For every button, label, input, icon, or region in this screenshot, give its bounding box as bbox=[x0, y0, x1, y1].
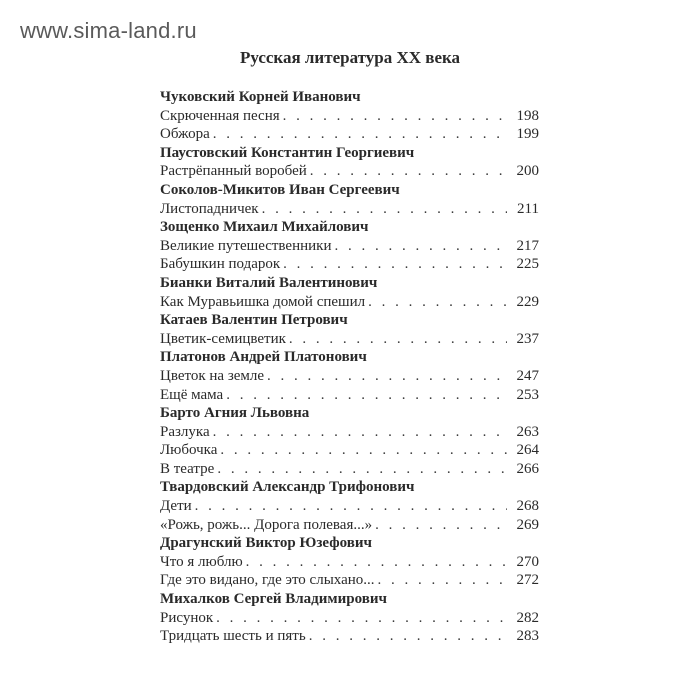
dot-leader bbox=[262, 200, 507, 219]
toc-entry-page: 253 bbox=[516, 386, 539, 403]
toc-entry-page: 263 bbox=[516, 423, 539, 440]
toc-entry-title: Цветик-семицветик bbox=[160, 330, 286, 347]
toc-entry bbox=[160, 516, 539, 535]
toc-entry-page: 247 bbox=[516, 367, 539, 384]
toc-entry-page: 269 bbox=[516, 516, 539, 533]
toc-entry bbox=[160, 423, 539, 442]
toc-entry bbox=[160, 441, 539, 460]
toc-author: Михалков Сергей Владимирович bbox=[160, 591, 387, 608]
toc-author: Драгунский Виктор Юзефович bbox=[160, 535, 372, 552]
dot-leader bbox=[310, 162, 507, 181]
toc-entry bbox=[160, 553, 539, 572]
dot-leader bbox=[378, 571, 507, 590]
toc-entry-page: 198 bbox=[516, 107, 539, 124]
toc-entry bbox=[160, 107, 539, 126]
toc-entry bbox=[160, 627, 539, 646]
dot-leader bbox=[216, 609, 507, 628]
dot-leader bbox=[375, 516, 507, 535]
toc-entry bbox=[160, 200, 539, 219]
toc-entry-title: Что я люблю bbox=[160, 553, 243, 570]
toc-entry bbox=[160, 162, 539, 181]
toc-author: Катаев Валентин Петрович bbox=[160, 312, 348, 329]
toc-author: Чуковский Корней Иванович bbox=[160, 89, 361, 105]
dot-leader bbox=[283, 255, 507, 274]
toc-entry bbox=[160, 386, 539, 405]
toc-entry-page: 283 bbox=[516, 628, 539, 645]
dot-leader bbox=[334, 237, 507, 256]
toc-entry-title: Где это видано, где это слыхано... bbox=[160, 572, 375, 589]
toc-entry-title: «Рожь, рожь... Дорога полевая...» bbox=[160, 516, 373, 533]
dot-leader bbox=[283, 107, 507, 126]
toc-entry bbox=[160, 293, 539, 312]
toc-entry-page: 200 bbox=[516, 163, 539, 180]
toc-entry-page: 211 bbox=[517, 200, 539, 217]
toc-entry-title: В театре bbox=[160, 460, 215, 477]
toc-entry-page: 264 bbox=[516, 442, 539, 459]
toc-entry-title: Разлука bbox=[160, 423, 210, 440]
toc-entry-page: 225 bbox=[516, 256, 539, 273]
dot-leader bbox=[217, 460, 507, 479]
toc-entry bbox=[160, 255, 539, 274]
toc-entry bbox=[160, 497, 539, 516]
toc-entry-title: Цветок на земле bbox=[160, 367, 265, 384]
toc-author: Паустовский Константин Георгиевич bbox=[160, 144, 415, 161]
toc-entry-title: Тридцать шесть и пять bbox=[160, 628, 306, 645]
toc-entry-page: 266 bbox=[516, 460, 539, 477]
dot-leader bbox=[289, 330, 507, 349]
toc-entry-page: 229 bbox=[516, 293, 539, 310]
toc-entry-title: Растрёпанный воробей bbox=[160, 163, 307, 180]
dot-leader bbox=[309, 627, 507, 646]
toc-author: Твардовский Александр Трифонович bbox=[160, 479, 415, 496]
dot-leader bbox=[246, 553, 507, 572]
dot-leader bbox=[213, 423, 507, 442]
toc-author: Бианки Виталий Валентинович bbox=[160, 274, 378, 291]
dot-leader bbox=[213, 125, 507, 144]
section-heading: Русская литература XX века bbox=[239, 48, 461, 67]
toc-entry-title: Великие путешественники bbox=[160, 237, 332, 254]
dot-leader bbox=[368, 293, 507, 312]
toc-entry bbox=[160, 330, 539, 349]
toc-entry bbox=[160, 237, 539, 256]
toc-entry-title: Как Муравьишка домой спешил bbox=[160, 293, 366, 310]
toc-entry-page: 237 bbox=[516, 330, 539, 347]
toc-author: Барто Агния Львовна bbox=[160, 405, 310, 422]
toc-entry-title: Листопадничек bbox=[160, 200, 259, 217]
toc-entry bbox=[160, 571, 539, 590]
toc-entry bbox=[160, 367, 539, 386]
toc-entry-title: Дети bbox=[160, 498, 192, 515]
table-of-contents bbox=[160, 88, 539, 646]
toc-entry-title: Ещё мама bbox=[160, 386, 224, 403]
toc-entry bbox=[160, 460, 539, 479]
toc-entry bbox=[160, 125, 539, 144]
toc-entry-title: Скрюченная песня bbox=[160, 107, 280, 124]
toc-entry bbox=[160, 609, 539, 628]
toc-entry-page: 282 bbox=[516, 609, 539, 626]
toc-entry-page: 199 bbox=[516, 126, 539, 143]
dot-leader bbox=[220, 441, 507, 460]
toc-entry-page: 272 bbox=[516, 572, 539, 589]
dot-leader bbox=[226, 386, 507, 405]
toc-entry-page: 270 bbox=[516, 553, 539, 570]
toc-author: Зощенко Михаил Михайлович bbox=[160, 219, 369, 236]
watermark-url: www.sima-land.ru bbox=[20, 18, 197, 43]
dot-leader bbox=[195, 497, 507, 516]
toc-entry-title: Обжора bbox=[160, 126, 210, 143]
toc-author: Платонов Андрей Платонович bbox=[160, 349, 367, 366]
toc-entry-page: 268 bbox=[516, 498, 539, 515]
toc-entry-title: Любочка bbox=[160, 442, 218, 459]
dot-leader bbox=[267, 367, 507, 386]
toc-author: Соколов-Микитов Иван Сергеевич bbox=[160, 181, 400, 198]
toc-entry-page: 217 bbox=[516, 237, 539, 254]
toc-entry-title: Бабушкин подарок bbox=[160, 256, 281, 273]
toc-entry-title: Рисунок bbox=[160, 609, 214, 626]
